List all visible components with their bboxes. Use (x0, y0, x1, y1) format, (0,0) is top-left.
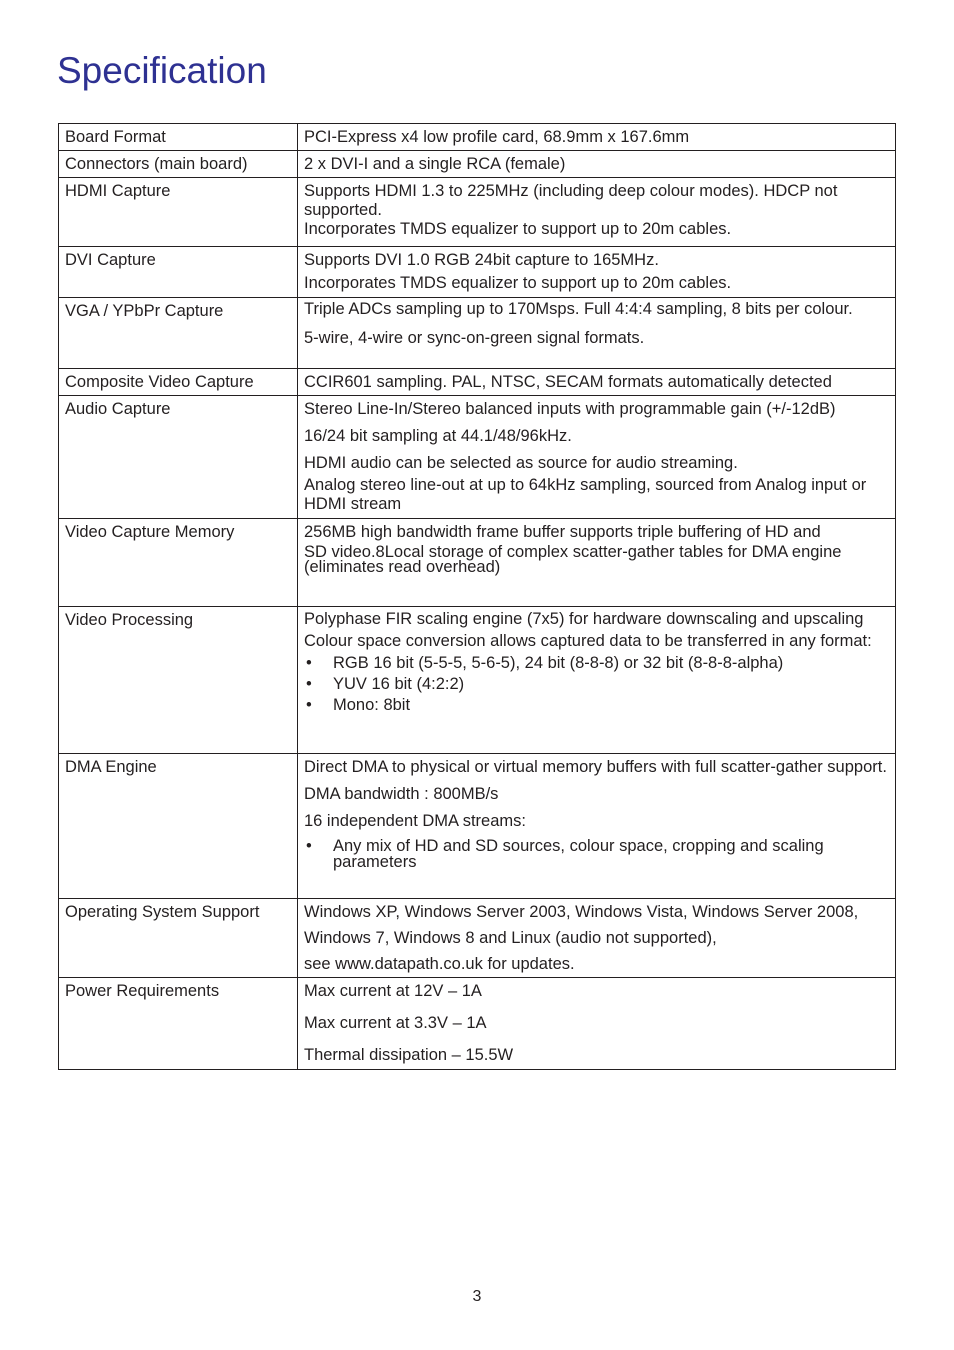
bullet-list (304, 653, 889, 716)
spec-value (298, 899, 896, 978)
bullet-icon: • (306, 696, 312, 714)
table-row (59, 607, 896, 754)
bullet-text: Mono: 8bit (333, 696, 411, 714)
spec-value (298, 247, 896, 298)
spec-line: Windows 7, Windows 8 and Linux (audio not supported), (304, 929, 717, 947)
spec-label: Composite Video Capture (59, 369, 298, 396)
list-item (304, 674, 889, 695)
spec-label: HDMI Capture (59, 178, 298, 247)
spec-line: Triple ADCs sampling up to 170Msps. Full 4:4:4 sampling, 8 bits per colour. (304, 300, 853, 318)
specification-table (58, 123, 896, 1070)
spec-value (298, 298, 896, 369)
spec-line: Stereo Line-In/Stereo balanced inputs with programmable gain (+/-12dB) (304, 400, 836, 418)
table-row (59, 124, 896, 151)
spec-label: Connectors (main board) (59, 151, 298, 178)
spec-line: Direct DMA to physical or virtual memory buffers with full scatter-gather support. (304, 758, 887, 776)
spec-value (298, 369, 896, 396)
spec-line: Supports DVI 1.0 RGB 24bit capture to 165MHz. (304, 251, 659, 269)
table-row (59, 369, 896, 396)
bullet-icon: • (306, 675, 312, 693)
spec-line: 16 independent DMA streams: (304, 812, 526, 830)
spec-label: DVI Capture (59, 247, 298, 298)
spec-line: Colour space conversion allows captured data to be transferred in any format: (304, 632, 872, 650)
spec-line: HDMI audio can be selected as source for audio streaming. (304, 454, 738, 472)
spec-label: Power Requirements (59, 978, 298, 1070)
bullet-text: RGB 16 bit (5-5-5, 5-6-5), 24 bit (8-8-8) or 32 bit (8-8-8-alpha) (333, 654, 784, 672)
spec-line: Windows XP, Windows Server 2003, Windows Vista, Windows Server 2008, (304, 903, 859, 921)
spec-value (298, 978, 896, 1070)
spec-value (298, 178, 896, 247)
spec-label: Audio Capture (59, 396, 298, 519)
spec-line: Polyphase FIR scaling engine (7x5) for hardware downscaling and upscaling (304, 610, 864, 628)
spec-line: SD video.8Local storage of complex scatter-gather tables for DMA engine (eliminates read overhead) (304, 543, 842, 576)
table-row (59, 519, 896, 607)
spec-line: Max current at 12V – 1A (304, 982, 482, 1000)
bullet-text: YUV 16 bit (4:2:2) (333, 675, 465, 693)
spec-line: Incorporates TMDS equalizer to support up to 20m cables. (304, 220, 732, 238)
list-item (304, 838, 889, 870)
spec-line: 16/24 bit sampling at 44.1/48/96kHz. (304, 427, 572, 445)
spec-line: Thermal dissipation – 15.5W (304, 1046, 514, 1064)
table-row (59, 754, 896, 899)
spec-line: Supports HDMI 1.3 to 225MHz (including deep colour modes). HDCP not supported. (304, 182, 838, 219)
spec-line: 5-wire, 4-wire or sync-on-green signal formats. (304, 329, 645, 347)
bullet-list (304, 838, 889, 870)
table-row (59, 396, 896, 519)
list-item (304, 653, 889, 674)
list-item (304, 695, 889, 716)
spec-label: Video Capture Memory (59, 519, 298, 607)
bullet-icon: • (306, 654, 312, 672)
spec-label: VGA / YPbPr Capture (59, 298, 298, 369)
spec-line: PCI-Express x4 low profile card, 68.9mm x 167.6mm (304, 128, 690, 146)
bullet-icon: • (306, 837, 312, 855)
spec-value (298, 124, 896, 151)
page-number: 3 (472, 1288, 482, 1305)
spec-label: Board Format (59, 124, 298, 151)
table-row (59, 298, 896, 369)
table-row (59, 247, 896, 298)
spec-value (298, 151, 896, 178)
spec-label: Video Processing (59, 607, 298, 754)
table-row (59, 899, 896, 978)
spec-line: 256MB high bandwidth frame buffer supports triple buffering of HD and (304, 523, 821, 541)
spec-value (298, 754, 896, 899)
spec-value (298, 396, 896, 519)
spec-line: Max current at 3.3V – 1A (304, 1014, 487, 1032)
spec-value (298, 607, 896, 754)
table-row (59, 978, 896, 1070)
spec-label: DMA Engine (59, 754, 298, 899)
spec-line: Analog stereo line-out at up to 64kHz sampling, sourced from Analog input or HDMI stream (304, 476, 867, 513)
spec-line: CCIR601 sampling. PAL, NTSC, SECAM formats automatically detected (304, 373, 832, 391)
table-row (59, 151, 896, 178)
spec-line: see www.datapath.co.uk for updates. (304, 955, 575, 973)
spec-line: DMA bandwidth : 800MB/s (304, 785, 499, 803)
table-row (59, 178, 896, 247)
spec-value (298, 519, 896, 607)
spec-line: 2 x DVI-I and a single RCA (female) (304, 155, 566, 173)
spec-label: Operating System Support (59, 899, 298, 978)
bullet-text: Any mix of HD and SD sources, colour space, cropping and scaling parameters (333, 837, 824, 871)
page-title: Specification (57, 50, 267, 91)
spec-line: Incorporates TMDS equalizer to support up to 20m cables. (304, 274, 732, 292)
